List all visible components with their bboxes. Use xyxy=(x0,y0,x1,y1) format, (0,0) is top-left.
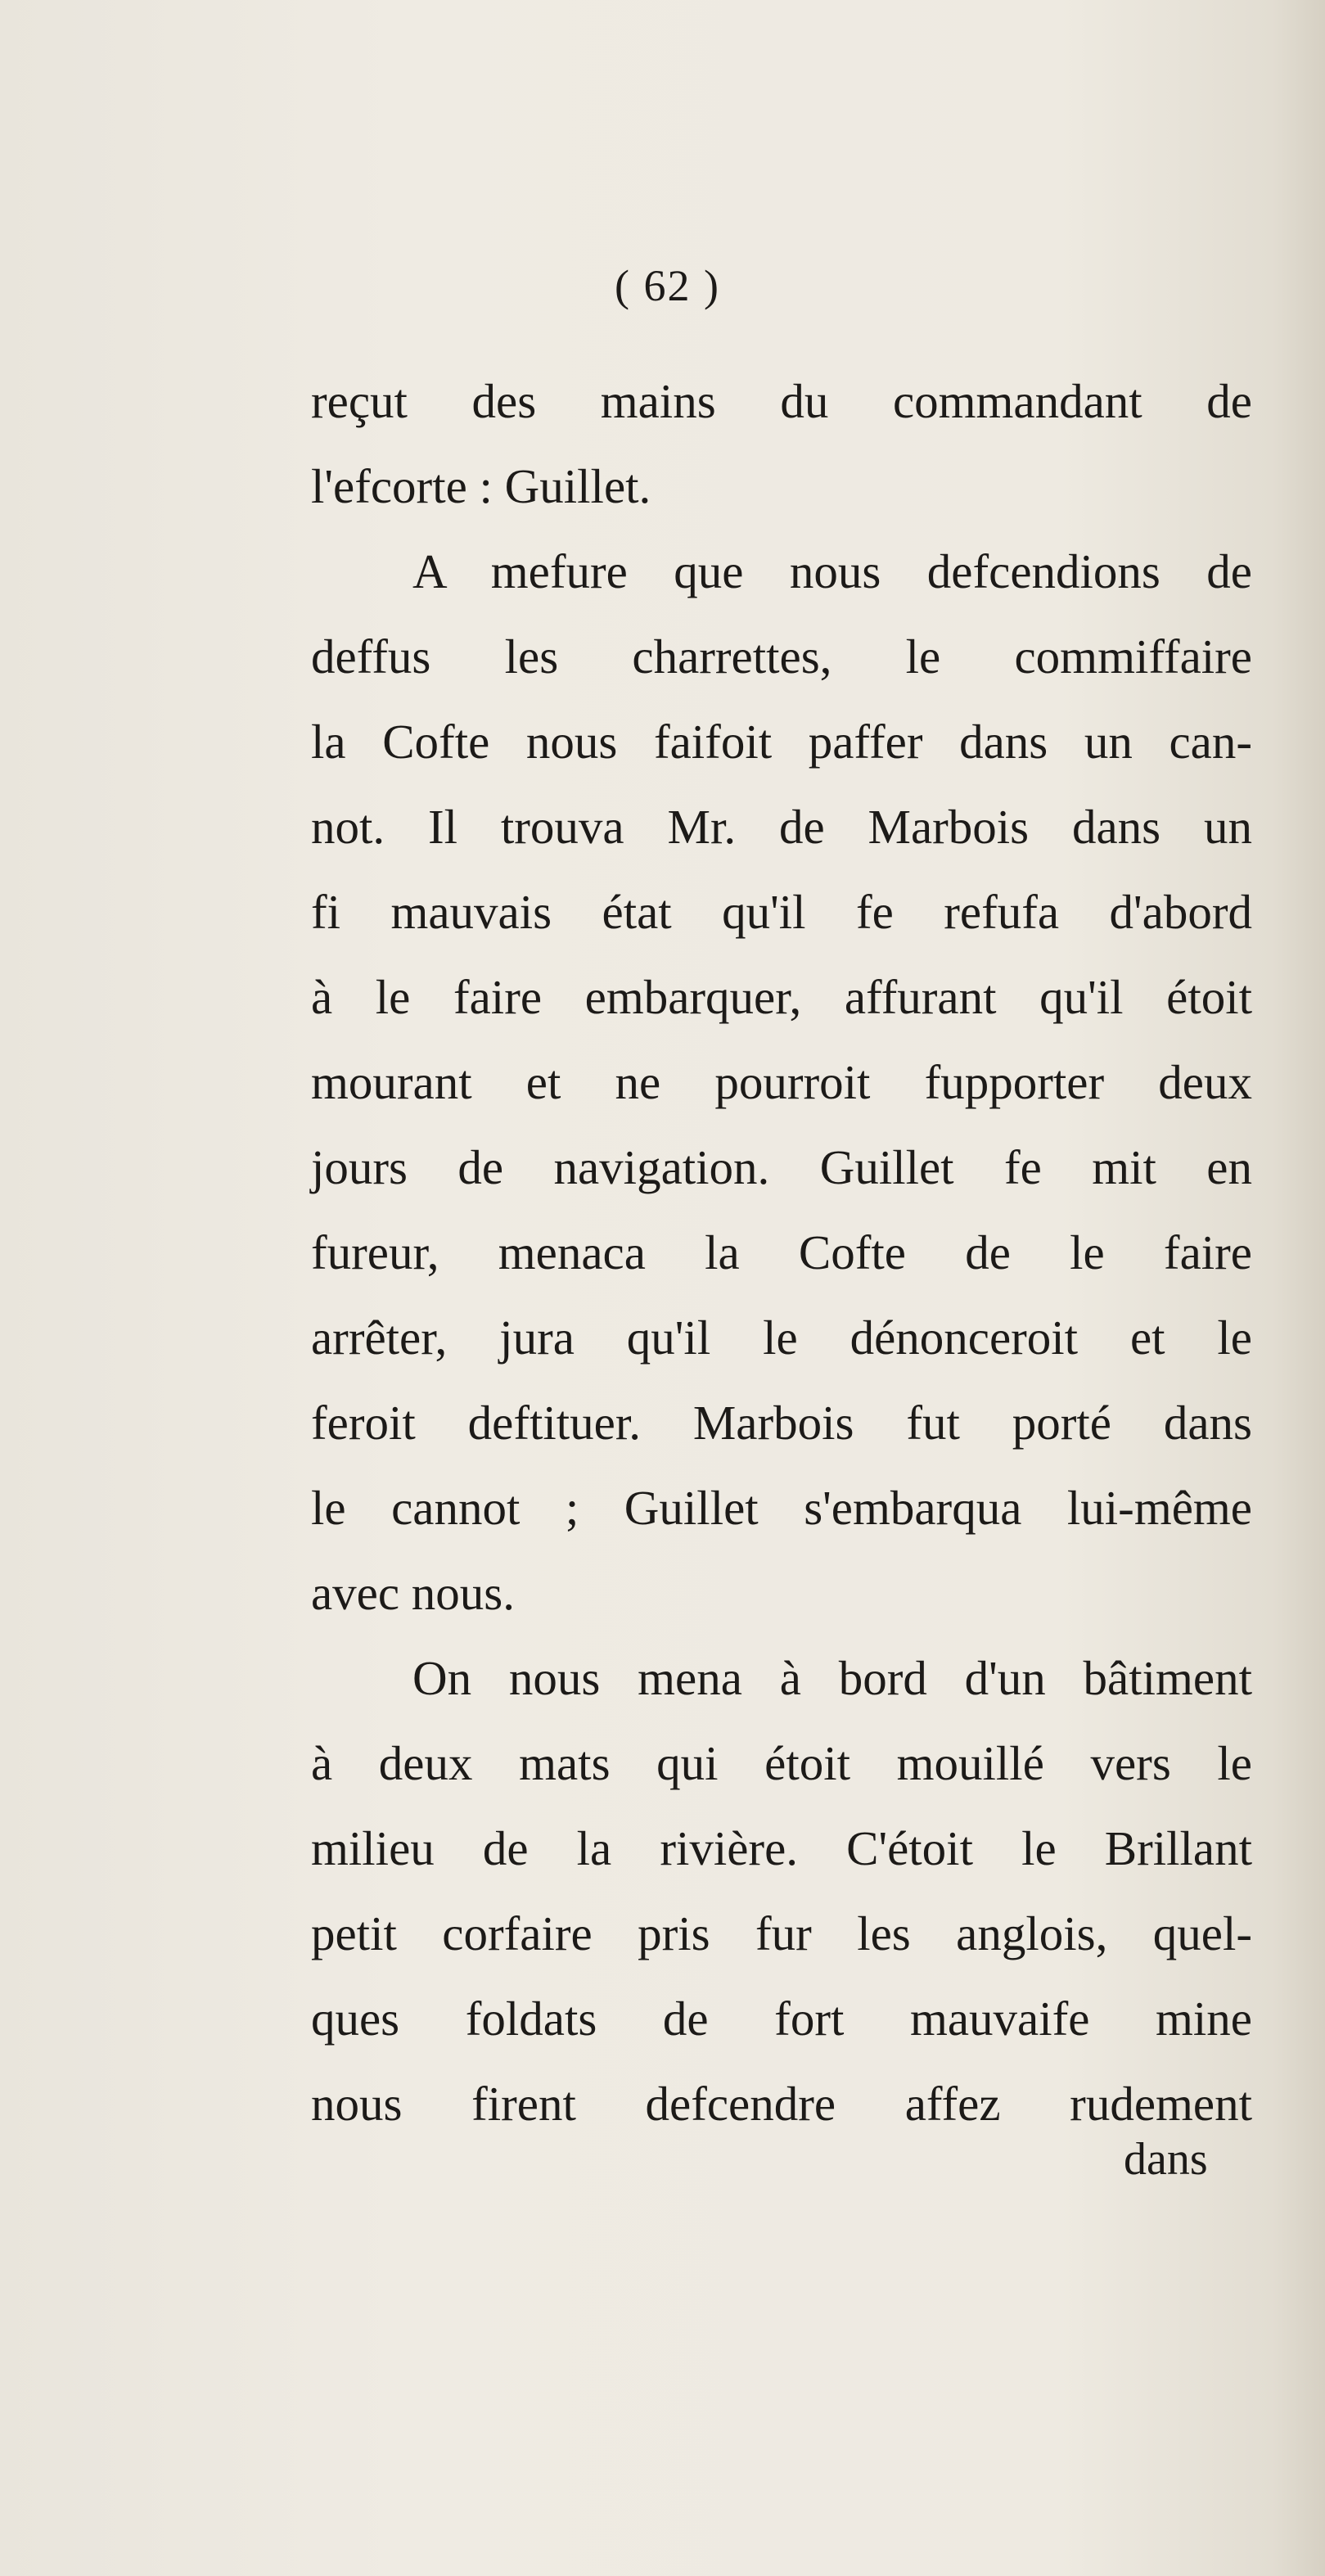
text-line-1: reçut des mains du commandant de xyxy=(311,374,1252,428)
page-number: ( 62 ) xyxy=(615,261,720,310)
text-line-19: petit corfaire pris fur les anglois, quel- xyxy=(311,1906,1252,1960)
text-line-9: mourant et ne pourroit fupporter deux xyxy=(311,1055,1252,1109)
text-line-8: à le faire embarquer, affurant qu'il étoit xyxy=(311,970,1252,1024)
text-line-20: ques foldats de fort mauvaife mine xyxy=(311,1992,1252,2046)
text-line-13: feroit deftituer. Marbois fut porté dans xyxy=(311,1396,1252,1450)
text-line-2: l'efcorte : Guillet. xyxy=(311,459,651,513)
body-text xyxy=(311,359,1252,2146)
text-line-17: à deux mats qui étoit mouillé vers le xyxy=(311,1736,1252,1790)
text-line-16: On nous mena à bord d'un bâtiment xyxy=(412,1651,1252,1705)
text-line-7: fi mauvais état qu'il fe refufa d'abord xyxy=(311,885,1252,939)
text-line-15: avec nous. xyxy=(311,1566,516,1620)
text-line-6: not. Il trouva Mr. de Marbois dans un xyxy=(311,800,1252,854)
text-line-11: fureur, menaca la Cofte de le faire xyxy=(311,1225,1252,1279)
text-line-10: jours de navigation. Guillet fe mit en xyxy=(311,1140,1252,1194)
text-line-5: la Cofte nous faifoit paffer dans un can- xyxy=(311,715,1252,769)
catchword: dans xyxy=(1124,2134,1208,2185)
text-line-21: nous firent defcendre affez rudement xyxy=(311,2077,1252,2131)
text-line-12: arrêter, jura qu'il le dénonceroit et le xyxy=(311,1311,1252,1365)
text-line-4: deffus les charrettes, le commiffaire xyxy=(311,629,1252,683)
text-line-14: le cannot ; Guillet s'embarqua lui-même xyxy=(311,1481,1252,1535)
text-line-3: A mefure que nous defcendions de xyxy=(412,544,1252,598)
text-line-18: milieu de la rivière. C'étoit le Brillant xyxy=(311,1821,1252,1875)
